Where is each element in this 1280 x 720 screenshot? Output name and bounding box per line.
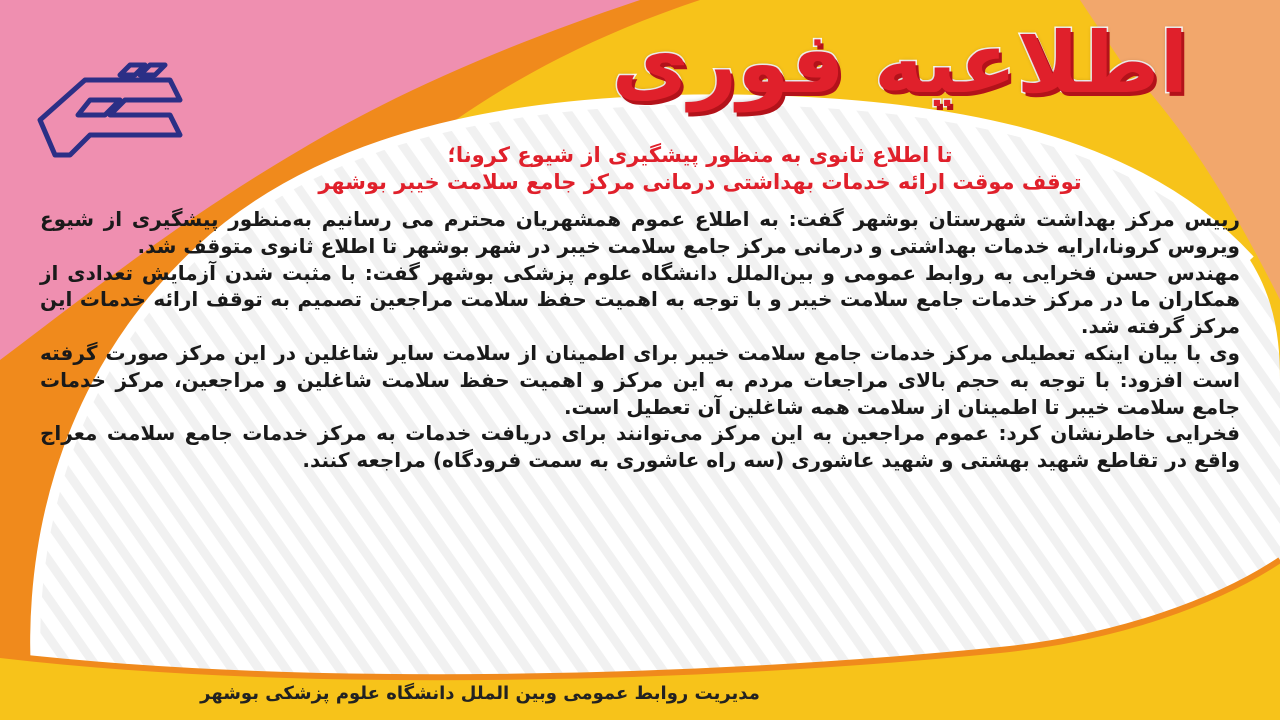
university-logo: [30, 60, 200, 170]
footer-credit: مدیریت روابط عمومی وبین الملل دانشگاه علوم پزشکی بوشهر: [200, 683, 760, 704]
body-paragraph-3: وی با بیان اینکه تعطیلی مرکز خدمات جامع سلامت خیبر برای اطمینان از سلامت سایر شاغلین در این مرکز صورت گرفته است افزود: با توجه به حجم بالای مراجعات مردم به این مرکز و اهمیت حفظ سلامت شاغلین و مراجعین، مرکز خدمات جامع سلامت خیبر تا اطمینان از سلامت همه شاغلین آن تعطیل است.: [40, 340, 1240, 419]
headline-line-2: توقف موقت ارائه خدمات بهداشتی درمانی مرکز جامع سلامت خیبر بوشهر: [318, 170, 1082, 194]
announcement-body: [40, 206, 1240, 474]
body-paragraph-4: فخرایی خاطرنشان کرد: عموم مراجعین به این مرکز می‌توانند برای دریافت خدمات به مرکز خدمات جامع سلامت معراج واقع در تقاطع شهید بهشتی و شهید عاشوری (سه راه عاشوری به سمت فرودگاه) مراجعه کنند.: [40, 421, 1240, 473]
headline: [200, 142, 1200, 196]
body-paragraph-1: رییس مرکز بهداشت شهرستان بوشهر گفت: به اطلاع عموم همشهریان محترم می رسانیم به‌منظور پیشگیری از شیوع ویروس کرونا،ارایه خدمات بهداشتی و درمانی مرکز جامع سلامت خیبر در شهر بوشهر تا اطلاع ثانوی متوقف شد.: [40, 207, 1240, 258]
headline-line-1: تا اطلاع ثانوی به منظور پیشگیری از شیوع کرونا؛: [447, 143, 953, 167]
body-paragraph-2: مهندس حسن فخرایی به روابط عمومی و بین‌الملل دانشگاه علوم پزشکی بوشهر گفت: با مثبت شدن آزمایش تعدادی از همکاران ما در مرکز خدمات جامع سلامت خیبر و با توجه به اهمیت حفظ سلامت مراجعین تصمیم به توقف ارائه خدمات این مرکز گرفته شد.: [40, 260, 1240, 339]
announcement-title: اطلاعیه فوری: [611, 14, 1189, 112]
